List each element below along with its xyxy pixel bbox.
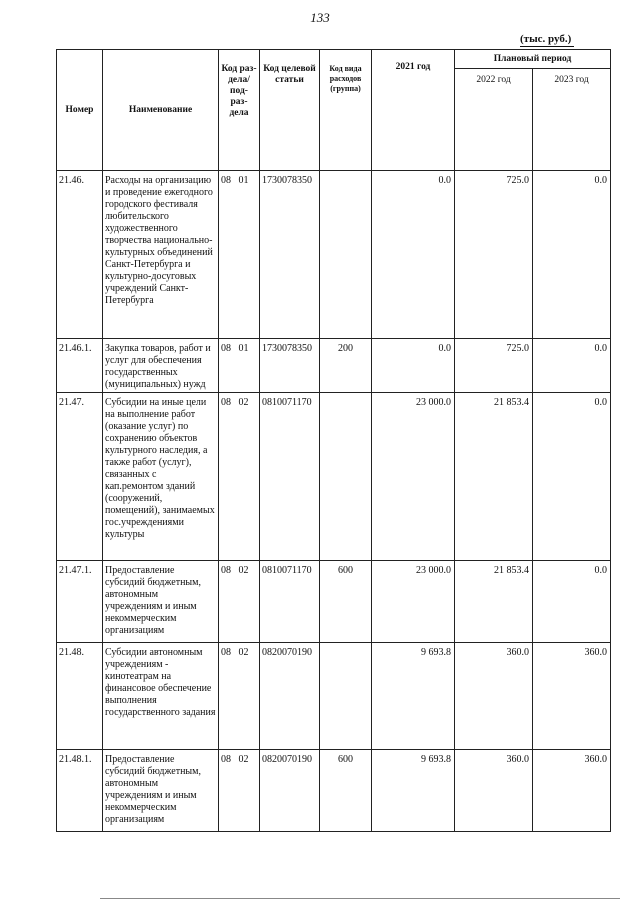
row-value-2023: 0.0 (533, 171, 611, 339)
row-value-2022: 21 853.4 (455, 561, 533, 643)
header-target: Код целевой статьи (260, 50, 320, 171)
row-number: 21.46.1. (57, 339, 103, 393)
row-value-2022: 21 853.4 (455, 393, 533, 561)
table-row (57, 393, 611, 561)
row-expense-type (320, 171, 372, 339)
row-name: Предоставление субсидий бюджетным, автономным учреждениям и иным некоммерческим организациям (103, 750, 219, 832)
row-section: 08 01 (219, 339, 260, 393)
row-expense-type (320, 643, 372, 750)
row-value-2021: 23 000.0 (372, 393, 455, 561)
header-name: Наименование (103, 50, 219, 171)
row-name: Расходы на организацию и проведение ежегодного городского фестиваля любительского художественного творчества национально-культурных объединений Санкт-Петербурга и культурно-досуговых учреждений Санкт-Петербурга (103, 171, 219, 339)
header-number: Номер (57, 50, 103, 171)
row-section: 08 02 (219, 561, 260, 643)
row-value-2021: 9 693.8 (372, 750, 455, 832)
row-name: Предоставление субсидий бюджетным, автономным учреждениям и иным некоммерческим организациям (103, 561, 219, 643)
row-value-2021: 23 000.0 (372, 561, 455, 643)
row-target: 0810071170 (260, 561, 320, 643)
row-value-2023: 0.0 (533, 393, 611, 561)
row-number: 21.46. (57, 171, 103, 339)
row-value-2021: 9 693.8 (372, 643, 455, 750)
row-value-2022: 725.0 (455, 171, 533, 339)
header-planning-period: Плановый период (455, 50, 611, 69)
units-label: (тыс. руб.) (520, 33, 572, 45)
row-value-2023: 360.0 (533, 750, 611, 832)
row-expense-type (320, 393, 372, 561)
row-name: Закупка товаров, работ и услуг для обеспечения государственных (муниципальных) нужд (103, 339, 219, 393)
row-expense-type: 200 (320, 339, 372, 393)
header-2022: 2022 год (455, 69, 533, 171)
row-value-2022: 360.0 (455, 643, 533, 750)
row-number: 21.48.1. (57, 750, 103, 832)
table-row (57, 339, 611, 393)
table-row (57, 643, 611, 750)
row-expense-type: 600 (320, 750, 372, 832)
table-row (57, 171, 611, 339)
header-section: Код раз- дела/ под- раз- дела (219, 50, 260, 171)
header-expense-type: Код вида расходов (группа) (320, 50, 372, 171)
row-number: 21.47. (57, 393, 103, 561)
row-target: 0820070190 (260, 750, 320, 832)
row-name: Субсидии на иные цели на выполнение работ (оказание услуг) по сохранению объектов культурного наследия, а также работ (услуг), связанных с кап.ремонтом зданий (сооружений, помещений), занимаемых гос.учреждениями культуры (103, 393, 219, 561)
bottom-rule (100, 898, 620, 899)
row-value-2023: 0.0 (533, 561, 611, 643)
row-value-2022: 360.0 (455, 750, 533, 832)
budget-table (56, 49, 611, 832)
header-2021: 2021 год (372, 50, 455, 171)
row-value-2023: 0.0 (533, 339, 611, 393)
row-target: 0820070190 (260, 643, 320, 750)
row-section: 08 02 (219, 643, 260, 750)
row-section: 08 02 (219, 393, 260, 561)
row-value-2023: 360.0 (533, 643, 611, 750)
row-value-2022: 725.0 (455, 339, 533, 393)
row-target: 1730078350 (260, 171, 320, 339)
row-value-2021: 0.0 (372, 171, 455, 339)
table-body (57, 171, 611, 832)
table-row (57, 561, 611, 643)
table-row (57, 750, 611, 832)
row-target: 1730078350 (260, 339, 320, 393)
row-number: 21.47.1. (57, 561, 103, 643)
row-section: 08 02 (219, 750, 260, 832)
row-expense-type: 600 (320, 561, 372, 643)
row-name: Субсидии автономным учреждениям - кинотеатрам на финансовое обеспечение выполнения государственного задания (103, 643, 219, 750)
page-number: 133 (310, 10, 330, 25)
row-number: 21.48. (57, 643, 103, 750)
row-value-2021: 0.0 (372, 339, 455, 393)
table-header (57, 50, 611, 171)
row-target: 0810071170 (260, 393, 320, 561)
row-section: 08 01 (219, 171, 260, 339)
header-2023: 2023 год (533, 69, 611, 171)
